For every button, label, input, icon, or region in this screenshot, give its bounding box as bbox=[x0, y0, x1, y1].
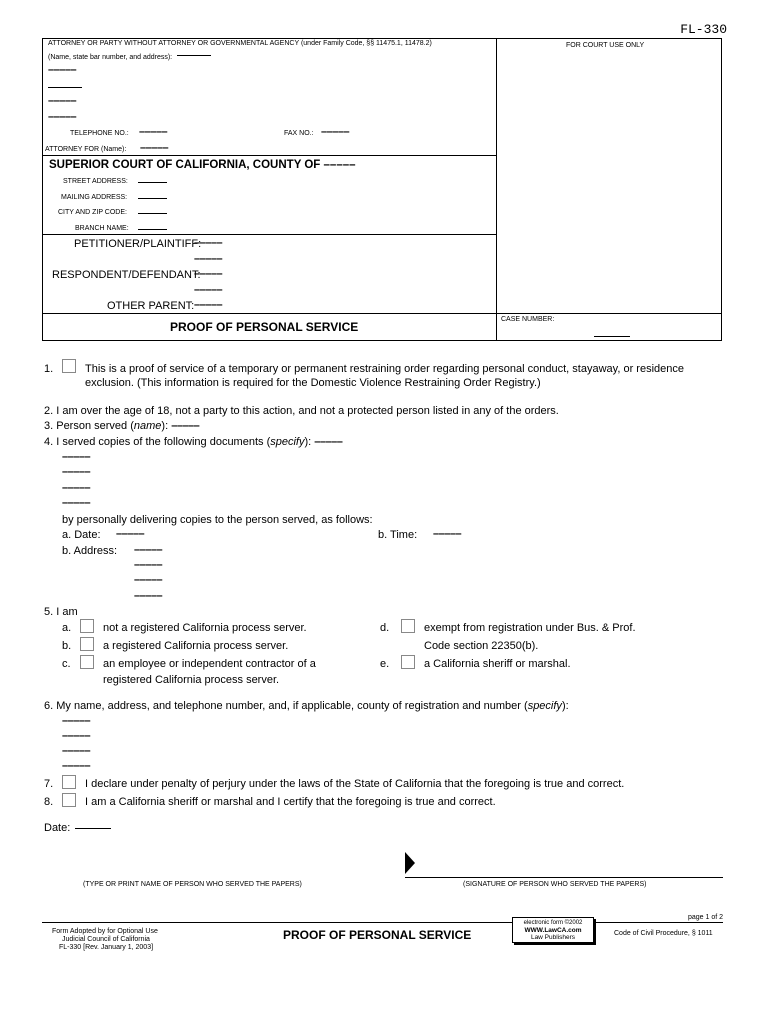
petitioner-value-1[interactable]: ––––– bbox=[194, 237, 223, 249]
address-value-3[interactable]: ––––– bbox=[134, 574, 163, 586]
person-served-value[interactable]: ––––– bbox=[171, 420, 200, 432]
city-label: CITY AND ZIP CODE: bbox=[58, 209, 127, 216]
name-underline bbox=[177, 55, 211, 56]
item5e-letter: e. bbox=[380, 658, 390, 670]
attorney-for-value[interactable]: ––––– bbox=[140, 142, 169, 154]
item7-checkbox[interactable] bbox=[62, 775, 76, 789]
item5-text: 5. I am bbox=[44, 606, 78, 618]
documents-value-4[interactable]: ––––– bbox=[62, 482, 91, 494]
petitioner-value-2[interactable]: ––––– bbox=[194, 253, 223, 265]
attorney-line-2[interactable]: ––––– bbox=[48, 95, 77, 107]
branch-line bbox=[138, 229, 167, 230]
adopted-line-3: FL-330 [Rev. January 1, 2003] bbox=[59, 944, 154, 951]
item3-name: name bbox=[133, 420, 162, 432]
name-label-text: (Name, state bar number, and address): bbox=[48, 54, 173, 61]
stamp-line-3: Law Publishers bbox=[530, 934, 576, 941]
city-line bbox=[138, 213, 167, 214]
item8-number: 8. bbox=[44, 796, 54, 808]
date-label: a. Date: bbox=[62, 529, 101, 541]
item3-prefix: 3. Person served ( bbox=[44, 420, 134, 432]
attorney-label: ATTORNEY OR PARTY WITHOUT ATTORNEY OR GOVERNMENTAL AGENCY (under Family Code, §§ 11475.1, 11478.2) bbox=[48, 40, 432, 47]
other-parent-label: OTHER PARENT: bbox=[107, 300, 195, 312]
item3-suffix: ): bbox=[161, 420, 169, 432]
case-number-line[interactable] bbox=[594, 336, 630, 337]
address-value-2[interactable]: ––––– bbox=[134, 559, 163, 571]
respondent-label: RESPONDENT/DEFENDANT: bbox=[52, 269, 201, 281]
item5c-checkbox[interactable] bbox=[80, 655, 94, 669]
item7-number: 7. bbox=[44, 778, 54, 790]
address-value-4[interactable]: ––––– bbox=[134, 590, 163, 602]
caption-hline-3 bbox=[42, 313, 722, 314]
doc-title: PROOF OF PERSONAL SERVICE bbox=[170, 320, 359, 334]
signature-label: (SIGNATURE OF PERSON WHO SERVED THE PAPERS) bbox=[463, 881, 647, 888]
court-title bbox=[49, 159, 356, 171]
date-signed-label: Date: bbox=[44, 822, 71, 834]
other-parent-value[interactable]: ––––– bbox=[194, 299, 223, 311]
item4-specify: specify bbox=[270, 436, 305, 448]
item5b-text: a registered California process server. bbox=[103, 640, 289, 652]
attorney-line-3[interactable]: ––––– bbox=[48, 111, 77, 123]
item5d-letter: d. bbox=[380, 622, 390, 634]
attorney-for-label: ATTORNEY FOR (Name): bbox=[45, 146, 127, 153]
caption-hline-2 bbox=[42, 234, 496, 235]
server-info-1[interactable]: ––––– bbox=[62, 715, 91, 727]
code-citation: Code of Civil Procedure, § 1011 bbox=[614, 930, 713, 937]
telephone-label: TELEPHONE NO.: bbox=[70, 130, 129, 137]
item2-text: 2. I am over the age of 18, not a party to this action, and not a protected person listed in any of the orders. bbox=[44, 405, 559, 417]
item4 bbox=[44, 436, 342, 448]
stamp-line-1: electronic form ©2002 bbox=[523, 920, 583, 926]
case-number-label: CASE NUMBER: bbox=[501, 316, 555, 323]
adopted-line-1: Form Adopted by for Optional Use bbox=[52, 928, 158, 935]
page-label: page 1 of 2 bbox=[687, 914, 723, 921]
item1-text: This is a proof of service of a temporary or permanent restraining order regarding personal conduct, stayaway, or residence bbox=[85, 363, 684, 375]
item5d-checkbox[interactable] bbox=[401, 619, 415, 633]
adopted-line-2: Judicial Council of California bbox=[62, 936, 150, 943]
item5c-text-2: registered California process server. bbox=[103, 674, 280, 686]
delivering-text: by personally delivering copies to the person served, as follows: bbox=[62, 514, 373, 526]
item1-number: 1. bbox=[44, 363, 54, 375]
item5b-checkbox[interactable] bbox=[80, 637, 94, 651]
item5e-checkbox[interactable] bbox=[401, 655, 415, 669]
date-signed-line[interactable] bbox=[75, 828, 111, 829]
item5d-text: exempt from registration under Bus. & Prof. bbox=[424, 622, 636, 634]
stamp-line-2: WWW.LawCA.com bbox=[524, 927, 582, 934]
item7-text: I declare under penalty of perjury under the laws of the State of California that the foregoing is true and correct. bbox=[85, 778, 625, 790]
caption-divider bbox=[496, 38, 497, 341]
address-label: b. Address: bbox=[62, 545, 118, 557]
service-time-value[interactable]: ––––– bbox=[433, 528, 462, 540]
signature-arrow-icon bbox=[405, 852, 415, 874]
item1-text-2: exclusion. (This information is required for the Domestic Violence Restraining Order Registry.) bbox=[85, 377, 541, 389]
attorney-line-1[interactable]: ––––– bbox=[48, 64, 77, 76]
item5e-text: a California sheriff or marshal. bbox=[424, 658, 571, 670]
print-name-label: (TYPE OR PRINT NAME OF PERSON WHO SERVED THE PAPERS) bbox=[83, 881, 302, 888]
item5c-text: an employee or independent contractor of a bbox=[103, 658, 316, 670]
fax-value[interactable]: ––––– bbox=[321, 126, 350, 138]
mailing-label: MAILING ADDRESS: bbox=[61, 194, 128, 201]
name-label bbox=[48, 54, 211, 61]
attorney-underline bbox=[48, 87, 82, 88]
street-line bbox=[138, 182, 167, 183]
caption-hline-1 bbox=[42, 155, 496, 156]
item5a-text: not a registered California process server. bbox=[103, 622, 307, 634]
address-value-1[interactable]: ––––– bbox=[134, 544, 163, 556]
server-info-4[interactable]: ––––– bbox=[62, 760, 91, 772]
item5a-letter: a. bbox=[62, 622, 72, 634]
documents-value-1[interactable]: ––––– bbox=[314, 436, 343, 448]
item5b-letter: b. bbox=[62, 640, 72, 652]
respondent-value-1[interactable]: ––––– bbox=[194, 268, 223, 280]
documents-value-5[interactable]: ––––– bbox=[62, 497, 91, 509]
petitioner-label: PETITIONER/PLAINTIFF: bbox=[74, 238, 202, 250]
item6-suffix: ): bbox=[561, 700, 569, 712]
item6 bbox=[44, 700, 569, 712]
fax-label: FAX NO.: bbox=[284, 130, 314, 137]
street-label: STREET ADDRESS: bbox=[63, 178, 128, 185]
court-title-text: SUPERIOR COURT OF CALIFORNIA, COUNTY OF bbox=[49, 159, 321, 171]
item4-suffix: ): bbox=[304, 436, 312, 448]
branch-label: BRANCH NAME: bbox=[75, 225, 129, 232]
footer-rule bbox=[42, 922, 723, 923]
caption-box bbox=[42, 38, 722, 341]
item3 bbox=[44, 420, 199, 432]
item5d-text-2: Code section 22350(b). bbox=[424, 640, 539, 652]
court-use-label: FOR COURT USE ONLY bbox=[566, 42, 645, 49]
item8-checkbox[interactable] bbox=[62, 793, 76, 807]
server-info-3[interactable]: ––––– bbox=[62, 745, 91, 757]
documents-value-3[interactable]: ––––– bbox=[62, 466, 91, 478]
item6-specify: specify bbox=[527, 700, 562, 712]
form-code: FL-330 bbox=[680, 22, 727, 37]
server-info-2[interactable]: ––––– bbox=[62, 730, 91, 742]
signature-line[interactable] bbox=[405, 877, 723, 878]
item4-prefix: 4. I served copies of the following documents ( bbox=[44, 436, 271, 448]
court-county[interactable]: ––––– bbox=[323, 159, 356, 171]
item1-checkbox[interactable] bbox=[62, 359, 76, 373]
time-label: b. Time: bbox=[378, 529, 418, 541]
service-date-value[interactable]: ––––– bbox=[116, 528, 145, 540]
item8-text: I am a California sheriff or marshal and I certify that the foregoing is true and correct. bbox=[85, 796, 496, 808]
item5a-checkbox[interactable] bbox=[80, 619, 94, 633]
respondent-value-2[interactable]: ––––– bbox=[194, 284, 223, 296]
mailing-line bbox=[138, 198, 167, 199]
item6-prefix: 6. My name, address, and telephone number, and, if applicable, county of registration and number ( bbox=[44, 700, 528, 712]
publisher-stamp bbox=[512, 917, 594, 943]
footer-title: PROOF OF PERSONAL SERVICE bbox=[283, 928, 472, 942]
documents-value-2[interactable]: ––––– bbox=[62, 451, 91, 463]
item5c-letter: c. bbox=[62, 658, 71, 670]
telephone-value[interactable]: ––––– bbox=[139, 126, 168, 138]
